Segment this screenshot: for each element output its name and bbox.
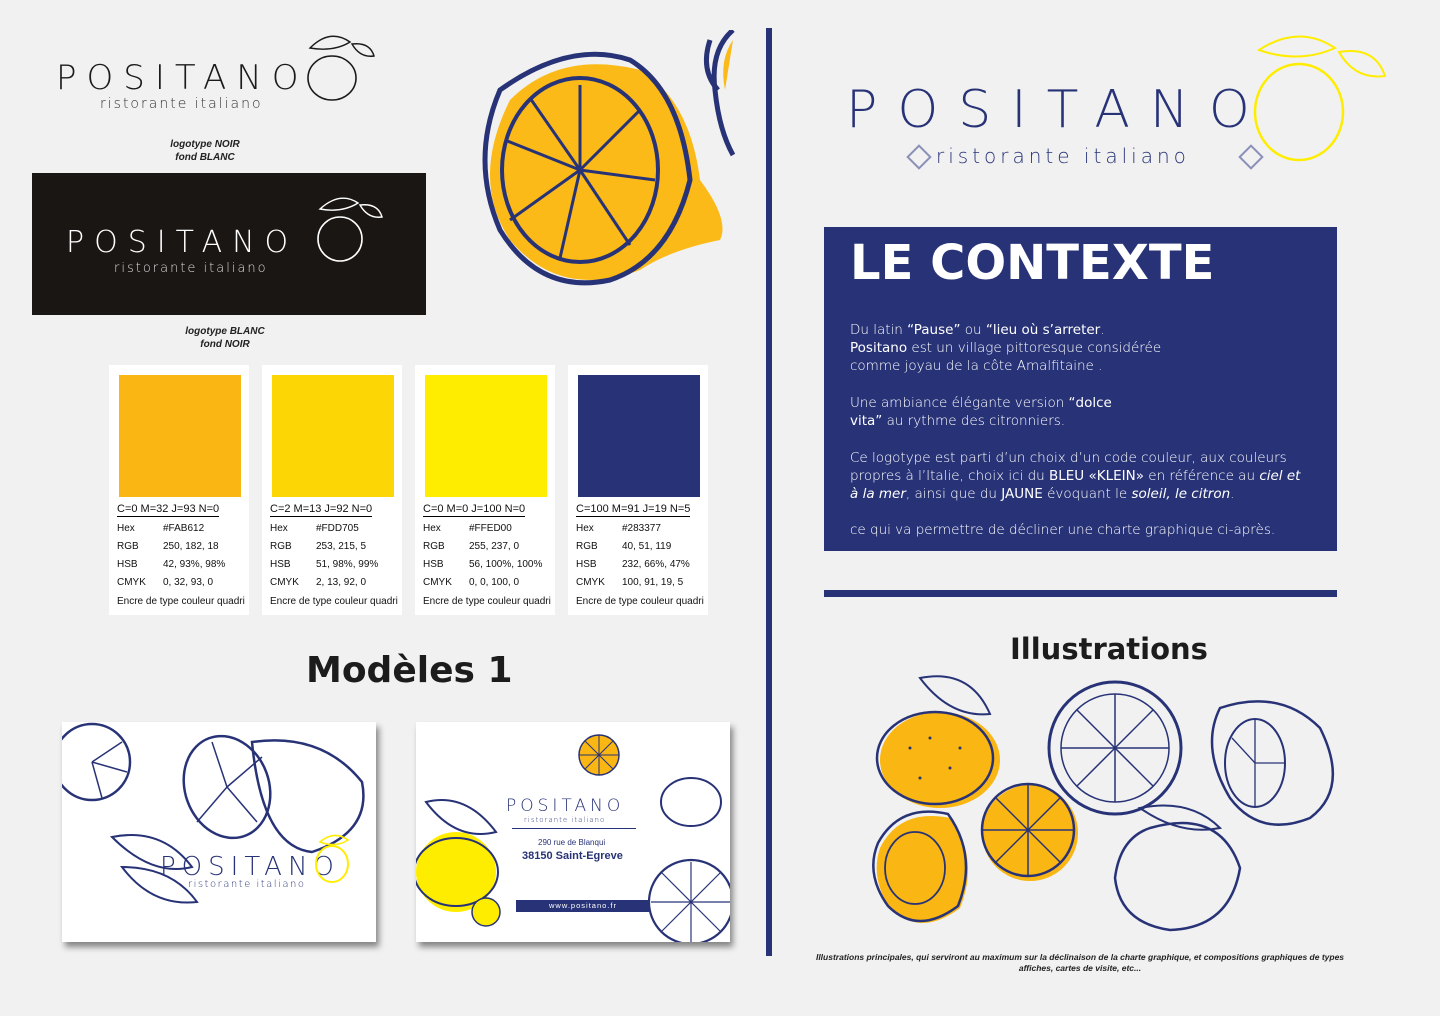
lemon-logo-icon <box>310 830 360 886</box>
swatch-color <box>119 375 241 497</box>
logo-tagline: ristorante italiano <box>100 96 263 112</box>
swatch-note: Encre de type couleur quadri <box>423 596 551 607</box>
lemon-logo-icon <box>1235 30 1395 180</box>
swatch-rgb: 255, 237, 0 <box>469 541 520 552</box>
business-card-front <box>62 722 376 942</box>
swatch-rgb: 40, 51, 119 <box>622 541 672 552</box>
swatch-card: C=2 M=13 J=92 N=0 Hex #FDD705 RGB 253, 215, 5 HSB 51, 98%, 99% CMYK 2, 13, 92, 0 Encre de type couleur quadri <box>262 365 402 615</box>
context-title: LE CONTEXTE <box>850 235 1215 291</box>
swatch-cmyk: 100, 91, 19, 5 <box>622 577 684 588</box>
logo-tagline-white: ristorante italiano <box>114 261 268 276</box>
swatch-cmyk-title: C=0 M=0 J=100 N=0 <box>423 503 526 515</box>
swatch-rgb: 250, 182, 18 <box>163 541 219 552</box>
logo-black-on-white <box>52 28 392 118</box>
card-logo-tagline: ristorante italiano <box>524 816 606 824</box>
context-paragraph-1: Du latin “Pause” ou “lieu où s’arreter. Positano est un village pittoresque considérée comme joyau de la côte Amalfitaine . <box>850 322 1162 374</box>
context-panel <box>824 227 1337 551</box>
logo-main-navy <box>840 30 1400 180</box>
swatch-note: Encre de type couleur quadri <box>270 596 398 607</box>
swatch-hex: #FAB612 <box>163 523 205 534</box>
lemon-logo-icon <box>290 28 380 108</box>
lemon-outline-illustration <box>636 742 730 942</box>
ornament-left-icon <box>906 144 931 169</box>
swatch-note: Encre de type couleur quadri <box>117 596 245 607</box>
half-lemon-illustration <box>470 30 740 300</box>
swatch-cmyk-title: C=2 M=13 J=92 N=0 <box>270 503 373 515</box>
lemon-logo-icon <box>300 191 390 271</box>
orange-slice-icon <box>574 730 624 780</box>
swatch-card: C=0 M=0 J=100 N=0 Hex #FFED00 RGB 255, 237, 0 HSB 56, 100%, 100% CMYK 0, 0, 100, 0 Encre de type couleur quadri <box>415 365 555 615</box>
logo-white-on-black <box>32 173 426 315</box>
swatch-color <box>425 375 547 497</box>
swatch-hsb: 232, 66%, 47% <box>622 559 690 570</box>
swatch-color <box>272 375 394 497</box>
context-paragraph-3: Ce logotype est parti d’un choix d’un code couleur, aux couleurs propres à l’Italie, choix ici du BLEU «KLEIN» en référence au ciel et à la mer, ainsi que du JAUNE évoquant le soleil, le citron. <box>850 450 1301 502</box>
illustrations-caption: Illustrations principales, qui serviront au maximum sur la déclinaison de la charte graphique, et compositions graphiques de types affiches, cartes de visite, etc... <box>815 952 1345 973</box>
context-paragraph-4: ce qui va permettre de décliner une charte graphique ci-après. <box>850 522 1276 538</box>
swatch-cmyk-title: C=0 M=32 J=93 N=0 <box>117 503 220 515</box>
lemon-illustrations-set <box>860 668 1360 940</box>
swatch-hsb: 42, 93%, 98% <box>163 559 226 570</box>
caption-black-logo: logotype NOIR fond BLANC <box>170 139 240 163</box>
card-website-bar <box>516 900 650 912</box>
swatch-rgb: 253, 215, 5 <box>316 541 367 552</box>
logo-wordmark-white: POSITANO <box>66 225 299 260</box>
business-card-back <box>416 722 730 942</box>
context-paragraph-2: Une ambiance élégante version “dolce vita” au rythme des citronniers. <box>850 395 1112 429</box>
card-address: 290 rue de Blanqui <box>538 838 606 847</box>
swatch-cmyk: 0, 32, 93, 0 <box>163 577 214 588</box>
card-divider <box>512 828 636 829</box>
swatch-hex: #283377 <box>622 523 661 534</box>
logo-wordmark: POSITANO <box>56 58 309 98</box>
models-title: Modèles 1 <box>306 650 513 691</box>
illustrations-title: Illustrations <box>1010 632 1208 666</box>
logo-tagline-navy: ristorante italiano <box>936 144 1190 168</box>
card-city: 38150 Saint-Egreve <box>522 850 623 862</box>
card-logo-wordmark: POSITANO <box>160 852 340 882</box>
swatch-color <box>578 375 700 497</box>
vertical-divider <box>766 28 772 956</box>
swatch-hex: #FFED00 <box>469 523 512 534</box>
horizontal-divider <box>824 590 1337 597</box>
card-logo-wordmark: POSITANO <box>506 796 625 816</box>
lemon-edge-decoration <box>705 30 735 160</box>
swatch-hsb: 51, 98%, 99% <box>316 559 379 570</box>
swatch-cmyk: 2, 13, 92, 0 <box>316 577 367 588</box>
swatch-cmyk-title: C=100 M=91 J=19 N=5 <box>576 503 691 515</box>
swatch-note: Encre de type couleur quadri <box>576 596 704 607</box>
swatch-card: C=100 M=91 J=19 N=5 Hex #283377 RGB 40, 51, 119 HSB 232, 66%, 47% CMYK 100, 91, 19, 5 Encre de type couleur quadri <box>568 365 708 615</box>
card-logo-tagline: ristorante italiano <box>188 879 306 890</box>
caption-white-logo: logotype BLANC fond NOIR <box>185 326 265 350</box>
swatch-hex: #FDD705 <box>316 523 359 534</box>
swatch-cmyk: 0, 0, 100, 0 <box>469 577 520 588</box>
swatch-hsb: 56, 100%, 100% <box>469 559 543 570</box>
lemon-outline-illustration <box>416 792 506 942</box>
swatch-card: C=0 M=32 J=93 N=0 Hex #FAB612 RGB 250, 182, 18 HSB 42, 93%, 98% CMYK 0, 32, 93, 0 Encre de type couleur quadri <box>109 365 249 615</box>
card-website: www.positano.fr <box>549 901 617 910</box>
logo-wordmark-navy: POSITANO <box>846 80 1270 140</box>
